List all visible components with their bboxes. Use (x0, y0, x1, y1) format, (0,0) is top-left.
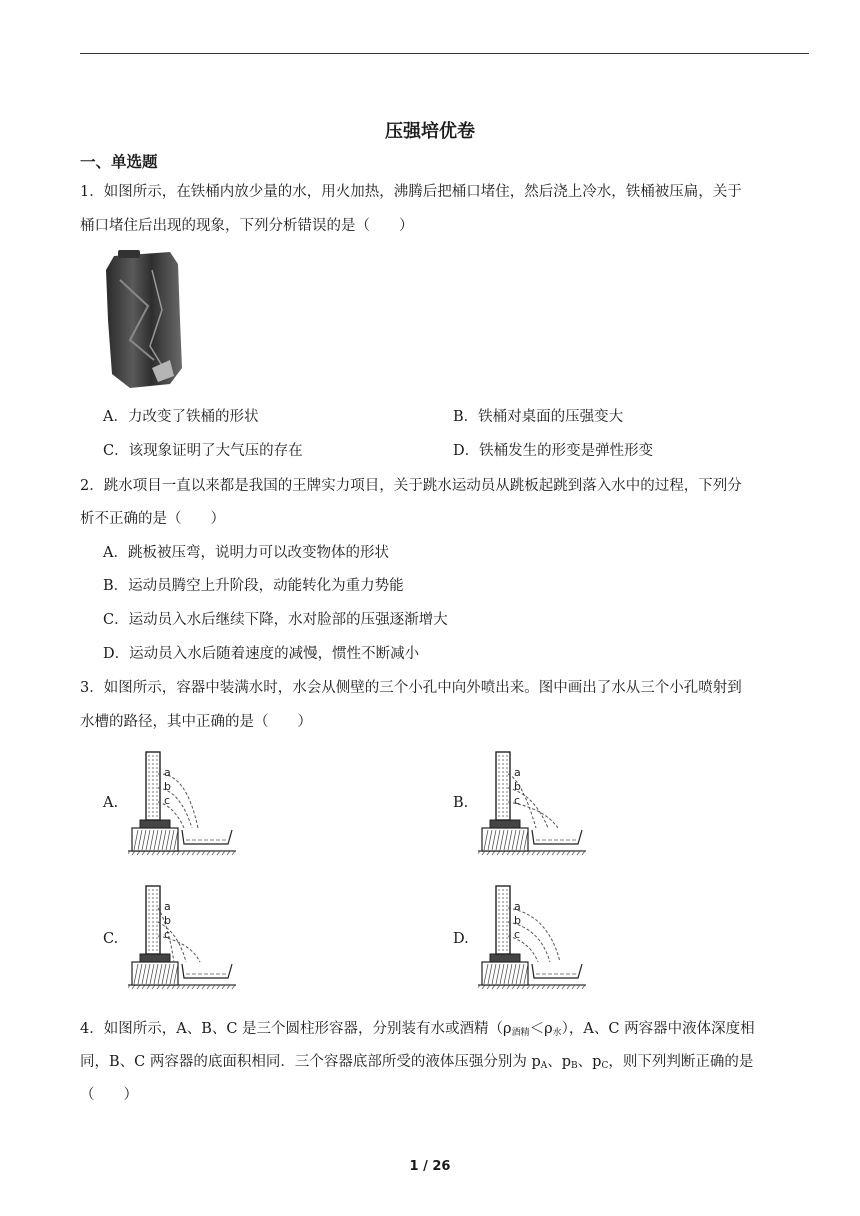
q1-option-a: A．力改变了铁桶的形状 (103, 409, 259, 425)
q3-diagram-b (478, 750, 588, 856)
q3-diagram-a (128, 750, 238, 856)
q1-stem-line1: 1．如图所示，在铁桶内放少量的水，用火加热，沸腾后把桶口堵住，然后浇上冷水，铁桶被压扁，关于 (80, 184, 742, 200)
q3-option-b-label: B. (453, 795, 469, 811)
svg-text:a: a (164, 766, 171, 779)
q4-stem-line2: 同，B、C 两容器的底面积相同．三个容器底部所受的液体压强分别为 $p_A$、$p_B$、$p_C$，则下列判断正确的是 (80, 1054, 754, 1071)
q3-diagram-d (478, 884, 588, 990)
crushed-iron-bucket-image (100, 250, 188, 390)
svg-text:a: a (514, 900, 521, 913)
svg-text:b: b (514, 914, 521, 927)
q2-stem-line2: 析不正确的是（ ） (80, 511, 225, 527)
svg-text:b: b (514, 780, 521, 793)
q1-option-b: B．铁桶对桌面的压强变大 (453, 409, 624, 425)
svg-text:a: a (164, 900, 171, 913)
svg-text:c: c (514, 928, 521, 941)
q2-option-a: A．跳板被压弯，说明力可以改变物体的形状 (103, 545, 389, 561)
q3-diagram-c (128, 884, 238, 990)
q3-option-d-label: D. (453, 931, 469, 947)
q1-option-d: D．铁桶发生的形变是弹性形变 (453, 443, 654, 459)
q3-stem-line1: 3．如图所示，容器中装满水时，水会从侧壁的三个小孔中向外喷出来。图中画出了水从三个小孔喷射到 (80, 680, 742, 696)
svg-text:b: b (164, 780, 171, 793)
q3-stem-line2: 水槽的路径，其中正确的是（ ） (80, 714, 312, 730)
q3-option-c-label: C. (103, 931, 119, 947)
svg-text:a: a (514, 766, 521, 779)
q3-option-a-label: A. (103, 795, 119, 811)
page-number: 1 / 26 (409, 1159, 451, 1174)
q2-option-b: B．运动员腾空上升阶段，动能转化为重力势能 (103, 578, 404, 594)
header-rule (80, 53, 809, 54)
svg-text:b: b (164, 914, 171, 927)
q4-stem-line3: （ ） (80, 1087, 138, 1103)
page-title: 压强培优卷 (385, 121, 475, 142)
svg-text:c: c (164, 794, 171, 807)
q2-stem-line1: 2．跳水项目一直以来都是我国的王牌实力项目，关于跳水运动员从跳板起跳到落入水中的过程，下列分 (80, 478, 742, 494)
q1-option-c: C．该现象证明了大气压的存在 (103, 443, 303, 459)
svg-text:c: c (164, 928, 171, 941)
svg-text:c: c (514, 794, 521, 807)
q1-stem-line2: 桶口堵住后出现的现象，下列分析错误的是（ ） (80, 218, 414, 234)
q4-stem-line1: 4．如图所示，A、B、C 是三个圆柱形容器，分别装有水或酒精$(\rho_{酒精}<\rho_水)$，A、C 两容器中液体深度相 (80, 1021, 755, 1038)
section-heading: 一、单选题 (80, 153, 158, 171)
q2-option-d: D．运动员入水后随着速度的减慢，惯性不断减小 (103, 646, 420, 662)
q2-option-c: C．运动员入水后继续下降，水对脸部的压强逐渐增大 (103, 612, 448, 628)
